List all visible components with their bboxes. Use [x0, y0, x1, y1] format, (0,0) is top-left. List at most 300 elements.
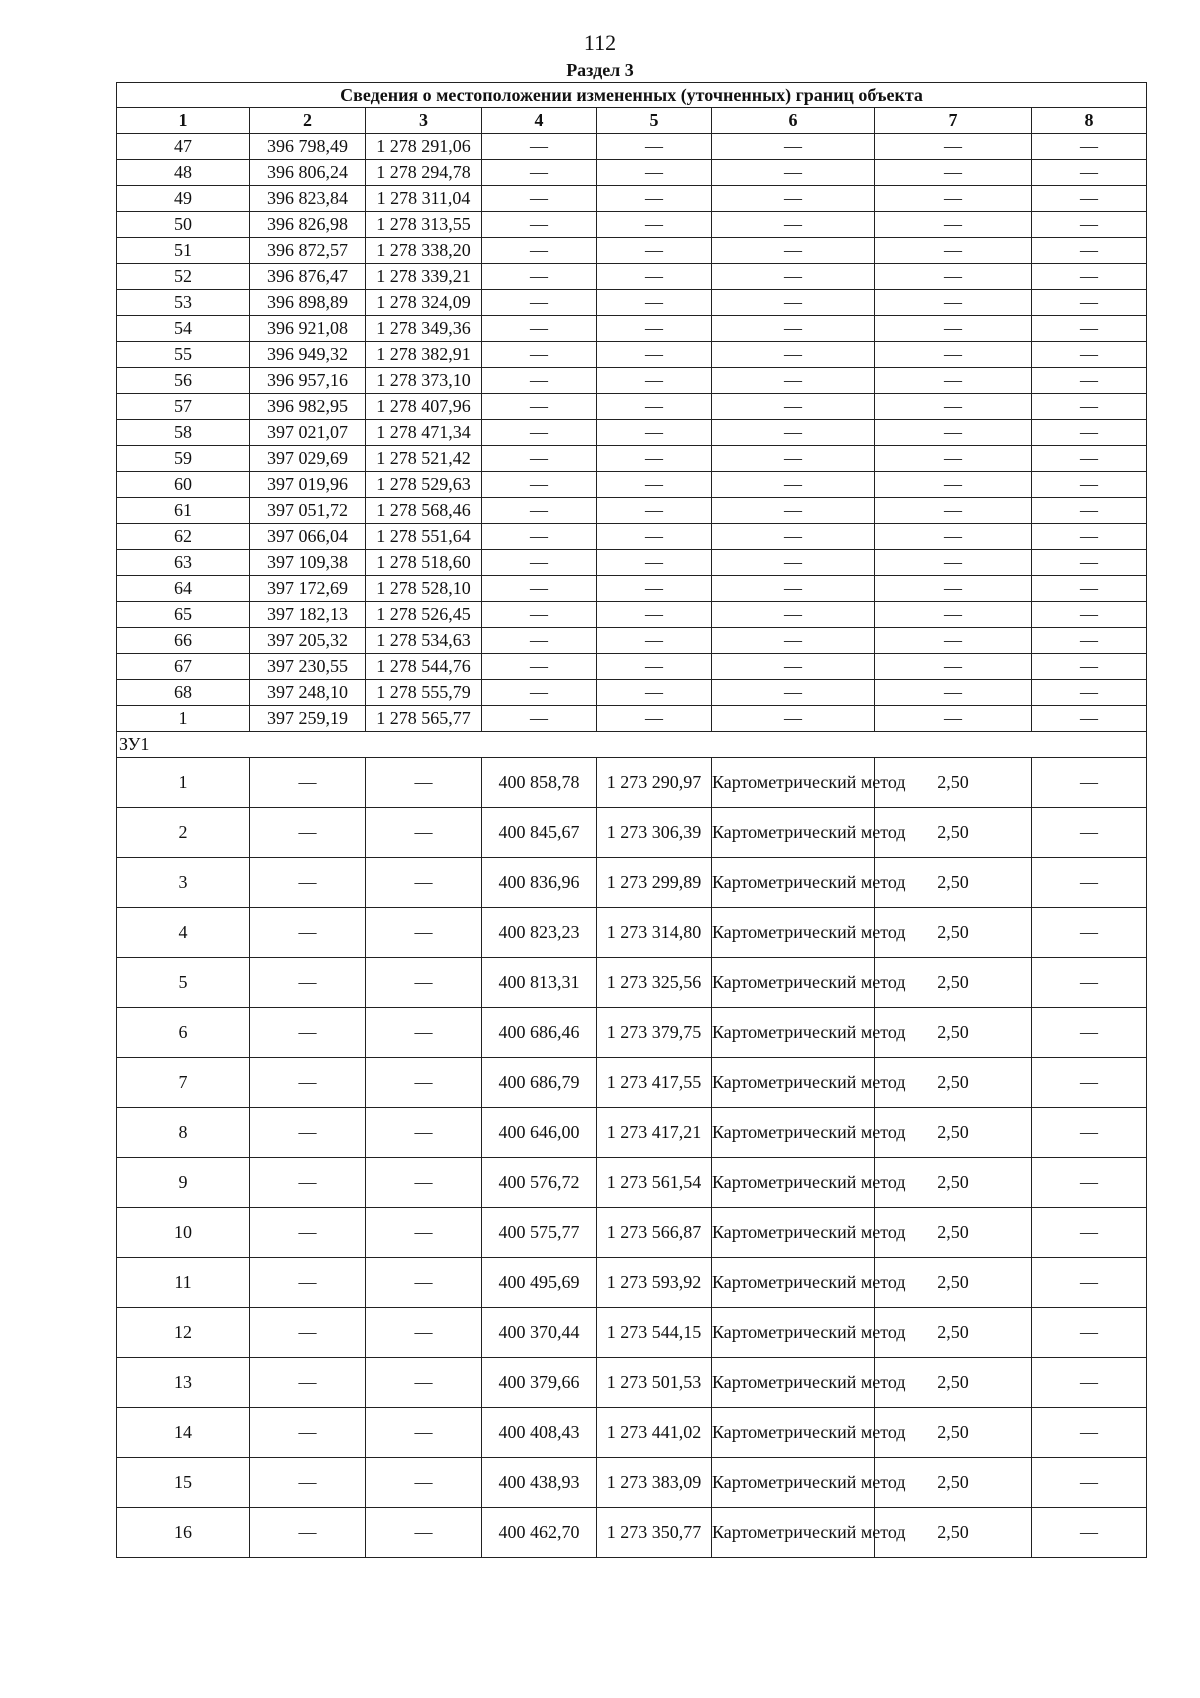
empty-dash-cell: —	[482, 602, 597, 628]
empty-dash-cell: —	[712, 498, 875, 524]
empty-dash-cell: —	[1032, 1358, 1147, 1408]
new-y-cell: 1 273 350,77	[597, 1508, 712, 1558]
new-x-cell: 400 686,79	[482, 1058, 597, 1108]
method-cell: Картометрический метод	[712, 1408, 875, 1458]
empty-dash-cell: —	[482, 212, 597, 238]
existing-x-cell: 396 806,24	[250, 160, 366, 186]
existing-x-cell: 397 205,32	[250, 628, 366, 654]
accuracy-cell: 2,50	[875, 1258, 1032, 1308]
point-number-cell: 64	[117, 576, 250, 602]
table-row	[117, 186, 1147, 212]
existing-x-cell: 397 230,55	[250, 654, 366, 680]
existing-x-cell: 397 021,07	[250, 420, 366, 446]
existing-y-cell: 1 278 324,09	[366, 290, 482, 316]
empty-dash-cell: —	[1032, 706, 1147, 732]
empty-dash-cell: —	[1032, 446, 1147, 472]
coordinates-table	[116, 82, 1147, 1558]
table-row	[117, 472, 1147, 498]
method-cell: Картометрический метод	[712, 1308, 875, 1358]
point-number-cell: 65	[117, 602, 250, 628]
existing-x-cell: 397 248,10	[250, 680, 366, 706]
empty-dash-cell: —	[875, 602, 1032, 628]
existing-y-cell: 1 278 544,76	[366, 654, 482, 680]
empty-dash-cell: —	[597, 524, 712, 550]
existing-x-cell: 396 898,89	[250, 290, 366, 316]
existing-y-cell: 1 278 291,06	[366, 134, 482, 160]
table-row	[117, 524, 1147, 550]
empty-dash-cell: —	[597, 446, 712, 472]
empty-dash-cell: —	[1032, 576, 1147, 602]
empty-dash-cell: —	[250, 1158, 366, 1208]
existing-y-cell: 1 278 338,20	[366, 238, 482, 264]
existing-y-cell: 1 278 555,79	[366, 680, 482, 706]
point-number-cell: 48	[117, 160, 250, 186]
empty-dash-cell: —	[712, 368, 875, 394]
point-number-cell: 52	[117, 264, 250, 290]
existing-y-cell: 1 278 294,78	[366, 160, 482, 186]
empty-dash-cell: —	[250, 1258, 366, 1308]
empty-dash-cell: —	[875, 524, 1032, 550]
empty-dash-cell: —	[1032, 654, 1147, 680]
new-y-cell: 1 273 417,55	[597, 1058, 712, 1108]
method-cell: Картометрический метод	[712, 808, 875, 858]
empty-dash-cell: —	[597, 498, 712, 524]
new-x-cell: 400 408,43	[482, 1408, 597, 1458]
section-title: Раздел 3	[566, 60, 634, 80]
new-x-cell: 400 646,00	[482, 1108, 597, 1158]
empty-dash-cell: —	[712, 706, 875, 732]
existing-x-cell: 396 823,84	[250, 186, 366, 212]
empty-dash-cell: —	[597, 264, 712, 290]
empty-dash-cell: —	[250, 1508, 366, 1558]
empty-dash-cell: —	[1032, 290, 1147, 316]
empty-dash-cell: —	[482, 290, 597, 316]
empty-dash-cell: —	[875, 446, 1032, 472]
empty-dash-cell: —	[597, 628, 712, 654]
empty-dash-cell: —	[1032, 1108, 1147, 1158]
point-number-cell: 53	[117, 290, 250, 316]
existing-x-cell: 397 109,38	[250, 550, 366, 576]
empty-dash-cell: —	[597, 160, 712, 186]
method-cell: Картометрический метод	[712, 1008, 875, 1058]
empty-dash-cell: —	[250, 958, 366, 1008]
empty-dash-cell: —	[250, 858, 366, 908]
point-number-cell: 2	[117, 808, 250, 858]
table-row	[117, 858, 1147, 908]
table-row	[117, 1208, 1147, 1258]
empty-dash-cell: —	[250, 1458, 366, 1508]
point-number-cell: 51	[117, 238, 250, 264]
empty-dash-cell: —	[597, 238, 712, 264]
point-number-cell: 63	[117, 550, 250, 576]
existing-x-cell: 396 826,98	[250, 212, 366, 238]
empty-dash-cell: —	[1032, 550, 1147, 576]
parcel-label: ЗУ1	[117, 732, 1147, 758]
empty-dash-cell: —	[875, 212, 1032, 238]
existing-y-cell: 1 278 313,55	[366, 212, 482, 238]
point-number-cell: 1	[117, 706, 250, 732]
table-row	[117, 550, 1147, 576]
new-y-cell: 1 273 290,97	[597, 758, 712, 808]
existing-x-cell: 397 172,69	[250, 576, 366, 602]
empty-dash-cell: —	[1032, 1408, 1147, 1458]
point-number-cell: 55	[117, 342, 250, 368]
empty-dash-cell: —	[366, 1158, 482, 1208]
empty-dash-cell: —	[597, 316, 712, 342]
empty-dash-cell: —	[875, 368, 1032, 394]
empty-dash-cell: —	[712, 160, 875, 186]
empty-dash-cell: —	[875, 628, 1032, 654]
empty-dash-cell: —	[712, 420, 875, 446]
point-number-cell: 50	[117, 212, 250, 238]
new-x-cell: 400 462,70	[482, 1508, 597, 1558]
column-number: 7	[875, 108, 1032, 134]
column-number: 5	[597, 108, 712, 134]
point-number-cell: 13	[117, 1358, 250, 1408]
empty-dash-cell: —	[712, 134, 875, 160]
table-row	[117, 1408, 1147, 1458]
existing-y-cell: 1 278 373,10	[366, 368, 482, 394]
empty-dash-cell: —	[482, 368, 597, 394]
empty-dash-cell: —	[712, 602, 875, 628]
table-row	[117, 212, 1147, 238]
empty-dash-cell: —	[250, 1058, 366, 1108]
empty-dash-cell: —	[875, 550, 1032, 576]
point-number-cell: 67	[117, 654, 250, 680]
empty-dash-cell: —	[597, 576, 712, 602]
accuracy-cell: 2,50	[875, 1358, 1032, 1408]
empty-dash-cell: —	[482, 446, 597, 472]
existing-x-cell: 397 019,96	[250, 472, 366, 498]
existing-y-cell: 1 278 529,63	[366, 472, 482, 498]
table-row	[117, 446, 1147, 472]
point-number-cell: 15	[117, 1458, 250, 1508]
empty-dash-cell: —	[1032, 908, 1147, 958]
accuracy-cell: 2,50	[875, 1058, 1032, 1108]
empty-dash-cell: —	[482, 472, 597, 498]
empty-dash-cell: —	[875, 654, 1032, 680]
empty-dash-cell: —	[1032, 1208, 1147, 1258]
point-number-cell: 5	[117, 958, 250, 1008]
empty-dash-cell: —	[482, 264, 597, 290]
empty-dash-cell: —	[875, 706, 1032, 732]
new-x-cell: 400 370,44	[482, 1308, 597, 1358]
existing-y-cell: 1 278 382,91	[366, 342, 482, 368]
table-row	[117, 1358, 1147, 1408]
accuracy-cell: 2,50	[875, 1108, 1032, 1158]
existing-y-cell: 1 278 407,96	[366, 394, 482, 420]
new-x-cell: 400 438,93	[482, 1458, 597, 1508]
table-row	[117, 1008, 1147, 1058]
new-x-cell: 400 379,66	[482, 1358, 597, 1408]
empty-dash-cell: —	[875, 342, 1032, 368]
point-number-cell: 16	[117, 1508, 250, 1558]
new-y-cell: 1 273 544,15	[597, 1308, 712, 1358]
table-row	[117, 1458, 1147, 1508]
existing-y-cell: 1 278 471,34	[366, 420, 482, 446]
empty-dash-cell: —	[482, 498, 597, 524]
point-number-cell: 11	[117, 1258, 250, 1308]
existing-x-cell: 396 957,16	[250, 368, 366, 394]
empty-dash-cell: —	[1032, 1008, 1147, 1058]
method-cell: Картометрический метод	[712, 1108, 875, 1158]
empty-dash-cell: —	[1032, 1508, 1147, 1558]
empty-dash-cell: —	[250, 1208, 366, 1258]
existing-y-cell: 1 278 311,04	[366, 186, 482, 212]
empty-dash-cell: —	[597, 602, 712, 628]
empty-dash-cell: —	[366, 858, 482, 908]
empty-dash-cell: —	[1032, 420, 1147, 446]
new-x-cell: 400 823,23	[482, 908, 597, 958]
new-y-cell: 1 273 441,02	[597, 1408, 712, 1458]
table-row	[117, 602, 1147, 628]
method-cell: Картометрический метод	[712, 1158, 875, 1208]
existing-y-cell: 1 278 521,42	[366, 446, 482, 472]
point-number-cell: 57	[117, 394, 250, 420]
empty-dash-cell: —	[1032, 1258, 1147, 1308]
point-number-cell: 12	[117, 1308, 250, 1358]
new-x-cell: 400 576,72	[482, 1158, 597, 1208]
empty-dash-cell: —	[366, 1058, 482, 1108]
empty-dash-cell: —	[1032, 342, 1147, 368]
empty-dash-cell: —	[250, 1308, 366, 1358]
existing-x-cell: 397 259,19	[250, 706, 366, 732]
table-row	[117, 680, 1147, 706]
existing-x-cell: 396 982,95	[250, 394, 366, 420]
empty-dash-cell: —	[875, 680, 1032, 706]
table-row	[117, 160, 1147, 186]
empty-dash-cell: —	[712, 576, 875, 602]
empty-dash-cell: —	[1032, 1308, 1147, 1358]
accuracy-cell: 2,50	[875, 808, 1032, 858]
empty-dash-cell: —	[366, 1258, 482, 1308]
new-y-cell: 1 273 593,92	[597, 1258, 712, 1308]
column-number: 6	[712, 108, 875, 134]
empty-dash-cell: —	[1032, 394, 1147, 420]
existing-x-cell: 396 921,08	[250, 316, 366, 342]
method-cell: Картометрический метод	[712, 1458, 875, 1508]
accuracy-cell: 2,50	[875, 908, 1032, 958]
new-x-cell: 400 836,96	[482, 858, 597, 908]
existing-x-cell: 397 182,13	[250, 602, 366, 628]
empty-dash-cell: —	[712, 264, 875, 290]
empty-dash-cell: —	[482, 160, 597, 186]
new-y-cell: 1 273 417,21	[597, 1108, 712, 1158]
column-number-row	[117, 108, 1147, 134]
table-row	[117, 264, 1147, 290]
empty-dash-cell: —	[482, 550, 597, 576]
empty-dash-cell: —	[875, 290, 1032, 316]
empty-dash-cell: —	[366, 908, 482, 958]
table-caption: Сведения о местоположении измененных (уточненных) границ объекта	[117, 83, 1147, 108]
empty-dash-cell: —	[482, 394, 597, 420]
point-number-cell: 56	[117, 368, 250, 394]
table-row	[117, 1258, 1147, 1308]
empty-dash-cell: —	[597, 186, 712, 212]
empty-dash-cell: —	[597, 290, 712, 316]
empty-dash-cell: —	[366, 808, 482, 858]
empty-dash-cell: —	[1032, 808, 1147, 858]
empty-dash-cell: —	[712, 446, 875, 472]
existing-x-cell: 396 876,47	[250, 264, 366, 290]
column-number: 1	[117, 108, 250, 134]
existing-y-cell: 1 278 349,36	[366, 316, 482, 342]
table-row	[117, 758, 1147, 808]
empty-dash-cell: —	[875, 472, 1032, 498]
empty-dash-cell: —	[1032, 264, 1147, 290]
empty-dash-cell: —	[1032, 524, 1147, 550]
page-number: 112	[583, 30, 617, 55]
table-row	[117, 628, 1147, 654]
new-x-cell: 400 845,67	[482, 808, 597, 858]
empty-dash-cell: —	[875, 498, 1032, 524]
empty-dash-cell: —	[1032, 1058, 1147, 1108]
empty-dash-cell: —	[366, 1508, 482, 1558]
empty-dash-cell: —	[712, 290, 875, 316]
point-number-cell: 54	[117, 316, 250, 342]
new-x-cell: 400 575,77	[482, 1208, 597, 1258]
table-row	[117, 958, 1147, 1008]
accuracy-cell: 2,50	[875, 858, 1032, 908]
method-cell: Картометрический метод	[712, 1258, 875, 1308]
existing-y-cell: 1 278 565,77	[366, 706, 482, 732]
table-row	[117, 316, 1147, 342]
empty-dash-cell: —	[366, 758, 482, 808]
table-row	[117, 1508, 1147, 1558]
empty-dash-cell: —	[366, 958, 482, 1008]
empty-dash-cell: —	[482, 316, 597, 342]
method-cell: Картометрический метод	[712, 758, 875, 808]
empty-dash-cell: —	[366, 1358, 482, 1408]
empty-dash-cell: —	[875, 186, 1032, 212]
new-y-cell: 1 273 325,56	[597, 958, 712, 1008]
empty-dash-cell: —	[1032, 238, 1147, 264]
empty-dash-cell: —	[597, 472, 712, 498]
empty-dash-cell: —	[482, 628, 597, 654]
table-row	[117, 498, 1147, 524]
empty-dash-cell: —	[1032, 858, 1147, 908]
table-row	[117, 238, 1147, 264]
empty-dash-cell: —	[250, 808, 366, 858]
point-number-cell: 47	[117, 134, 250, 160]
accuracy-cell: 2,50	[875, 758, 1032, 808]
empty-dash-cell: —	[712, 316, 875, 342]
table-row	[117, 1108, 1147, 1158]
accuracy-cell: 2,50	[875, 1208, 1032, 1258]
method-cell: Картометрический метод	[712, 1058, 875, 1108]
existing-y-cell: 1 278 528,10	[366, 576, 482, 602]
table-row	[117, 706, 1147, 732]
empty-dash-cell: —	[712, 342, 875, 368]
table-row	[117, 1308, 1147, 1358]
empty-dash-cell: —	[482, 654, 597, 680]
method-cell: Картометрический метод	[712, 908, 875, 958]
existing-x-cell: 397 051,72	[250, 498, 366, 524]
method-cell: Картометрический метод	[712, 1358, 875, 1408]
method-cell: Картометрический метод	[712, 858, 875, 908]
accuracy-cell: 2,50	[875, 958, 1032, 1008]
empty-dash-cell: —	[712, 186, 875, 212]
table-caption-row	[117, 83, 1147, 108]
point-number-cell: 66	[117, 628, 250, 654]
empty-dash-cell: —	[875, 134, 1032, 160]
point-number-cell: 49	[117, 186, 250, 212]
new-y-cell: 1 273 561,54	[597, 1158, 712, 1208]
point-number-cell: 61	[117, 498, 250, 524]
empty-dash-cell: —	[366, 1308, 482, 1358]
empty-dash-cell: —	[366, 1208, 482, 1258]
empty-dash-cell: —	[875, 394, 1032, 420]
empty-dash-cell: —	[482, 238, 597, 264]
empty-dash-cell: —	[712, 394, 875, 420]
point-number-cell: 3	[117, 858, 250, 908]
table-row	[117, 576, 1147, 602]
table-row	[117, 1058, 1147, 1108]
empty-dash-cell: —	[250, 1008, 366, 1058]
table-row	[117, 368, 1147, 394]
new-x-cell: 400 858,78	[482, 758, 597, 808]
method-cell: Картометрический метод	[712, 958, 875, 1008]
empty-dash-cell: —	[597, 706, 712, 732]
empty-dash-cell: —	[1032, 758, 1147, 808]
empty-dash-cell: —	[875, 316, 1032, 342]
method-cell: Картометрический метод	[712, 1208, 875, 1258]
new-y-cell: 1 273 306,39	[597, 808, 712, 858]
point-number-cell: 14	[117, 1408, 250, 1458]
empty-dash-cell: —	[712, 212, 875, 238]
point-number-cell: 10	[117, 1208, 250, 1258]
new-x-cell: 400 686,46	[482, 1008, 597, 1058]
empty-dash-cell: —	[250, 1408, 366, 1458]
empty-dash-cell: —	[875, 576, 1032, 602]
empty-dash-cell: —	[1032, 498, 1147, 524]
empty-dash-cell: —	[712, 524, 875, 550]
empty-dash-cell: —	[597, 368, 712, 394]
empty-dash-cell: —	[712, 472, 875, 498]
empty-dash-cell: —	[1032, 134, 1147, 160]
empty-dash-cell: —	[597, 342, 712, 368]
existing-y-cell: 1 278 339,21	[366, 264, 482, 290]
point-number-cell: 60	[117, 472, 250, 498]
existing-x-cell: 397 029,69	[250, 446, 366, 472]
method-cell: Картометрический метод	[712, 1508, 875, 1558]
table-row	[117, 134, 1147, 160]
empty-dash-cell: —	[597, 654, 712, 680]
empty-dash-cell: —	[1032, 368, 1147, 394]
accuracy-cell: 2,50	[875, 1508, 1032, 1558]
table-row	[117, 654, 1147, 680]
point-number-cell: 7	[117, 1058, 250, 1108]
accuracy-cell: 2,50	[875, 1308, 1032, 1358]
empty-dash-cell: —	[597, 212, 712, 238]
empty-dash-cell: —	[482, 420, 597, 446]
empty-dash-cell: —	[875, 264, 1032, 290]
point-number-cell: 59	[117, 446, 250, 472]
empty-dash-cell: —	[482, 134, 597, 160]
existing-x-cell: 396 949,32	[250, 342, 366, 368]
empty-dash-cell: —	[1032, 680, 1147, 706]
point-number-cell: 68	[117, 680, 250, 706]
empty-dash-cell: —	[712, 238, 875, 264]
existing-y-cell: 1 278 551,64	[366, 524, 482, 550]
empty-dash-cell: —	[366, 1008, 482, 1058]
empty-dash-cell: —	[1032, 160, 1147, 186]
empty-dash-cell: —	[1032, 316, 1147, 342]
existing-y-cell: 1 278 568,46	[366, 498, 482, 524]
table-row	[117, 908, 1147, 958]
empty-dash-cell: —	[597, 680, 712, 706]
empty-dash-cell: —	[875, 160, 1032, 186]
